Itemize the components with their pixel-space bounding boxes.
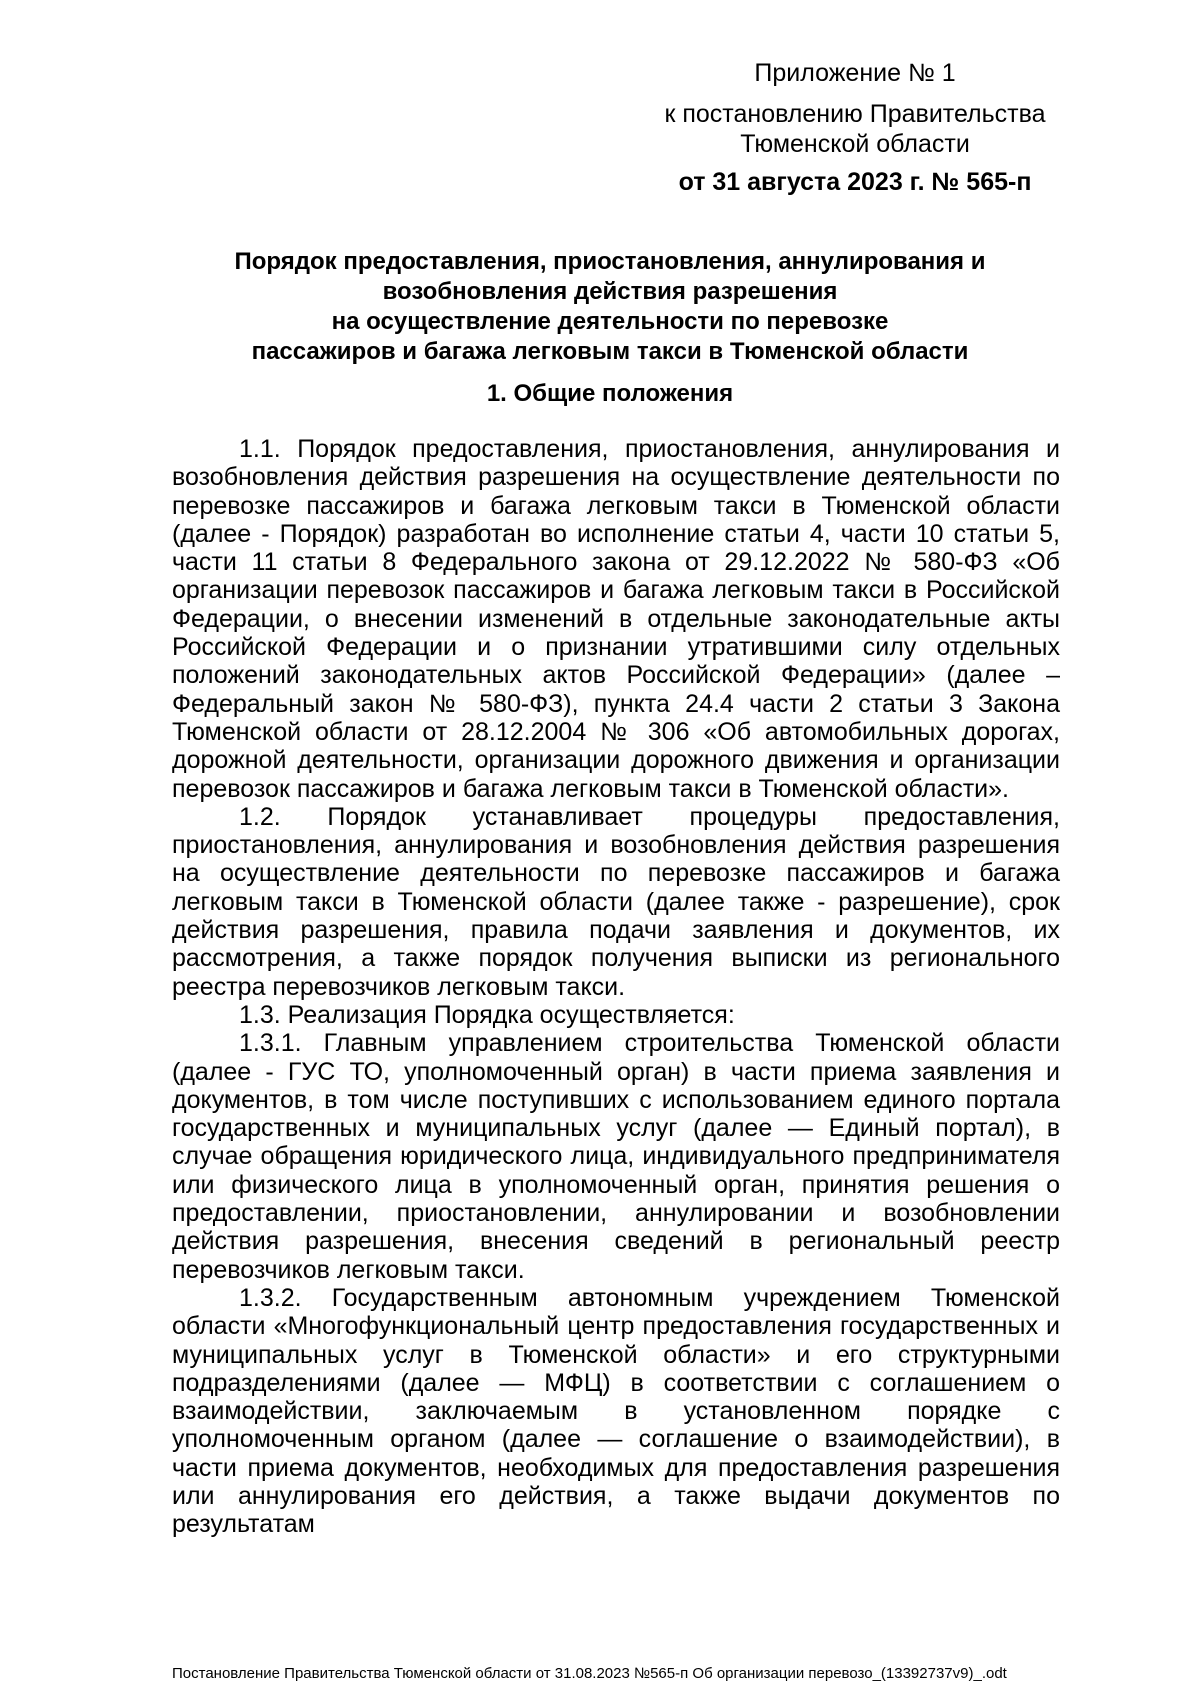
- title-line: возобновления действия разрешения: [382, 278, 838, 305]
- appendix-number: Приложение № 1: [754, 59, 956, 87]
- document-body: [172, 435, 1060, 1539]
- paragraph-1-3-1: 1.3.1. Главным управлением строительства Тюменской области (далее - ГУС ТО, уполномоченный орган) в части приема заявления и документов, в том числе поступивших с использованием единого портала государственных и муниципальных услуг (далее — Единый портал), в случае обращения юридического лица, индивидуального предпринимателя или физического лица в уполномоченный орган, принятия решения о предоставлении, приостановлении, аннулировании и возобновлении действия разрешения, внесения сведений в региональный реестр перевозчиков легковым такси.: [172, 1029, 1060, 1284]
- title-line: на осуществление деятельности по перевозке: [331, 308, 889, 335]
- section-heading: 1. Общие положения: [486, 380, 734, 407]
- appendix-header: [600, 58, 1110, 197]
- paragraph-1-3-2: 1.3.2. Государственным автономным учреждением Тюменской области «Многофункциональный центр предоставления государственных и муниципальных услуг в Тюменской области» и его структурными подразделениями (далее — МФЦ) в соответствии с соглашением о взаимодействии, заключаемым в установленном порядке с уполномоченным органом (далее — соглашение о взаимодействии), в части приема документов, необходимых для предоставления разрешения или аннулирования его действия, а также выдачи документов по результатам: [172, 1283, 1060, 1539]
- paragraph-1-3: 1.3. Реализация Порядка осуществляется:: [239, 1000, 735, 1029]
- page-footer: Постановление Правительства Тюменской области от 31.08.2023 №565-п Об организации перевозо_(13392737v9)_.odt: [172, 1665, 1007, 1682]
- paragraph-1-2: 1.2. Порядок устанавливает процедуры предоставления, приостановления, аннулирования и возобновления действия разрешения на осуществление деятельности по перевозке пассажиров и багажа легковым такси в Тюменской области (далее также - разрешение), срок действия разрешения, правила подачи заявления и документов, их рассмотрения, а также порядок получения выписки из регионального реестра перевозчиков легковым такси.: [172, 802, 1060, 1001]
- resolution-date-number: от 31 августа 2023 г. № 565-п: [678, 168, 1032, 196]
- title-line: пассажиров и багажа легковым такси в Тюменской области: [251, 338, 969, 365]
- region-name: Тюменской области: [740, 130, 970, 158]
- resolution-reference: к постановлению Правительства: [664, 100, 1046, 128]
- title-line: Порядок предоставления, приостановления, аннулирования и: [234, 248, 986, 275]
- document-title: [160, 247, 1060, 367]
- paragraph-1-1: 1.1. Порядок предоставления, приостановления, аннулирования и возобновления действия разрешения на осуществление деятельности по перевозке пассажиров и багажа легковым такси в Тюменской области (далее - Порядок) разработан во исполнение статьи 4, части 10 статьи 5, части 11 статьи 8 Федерального закона от 29.12.2022 № 580-ФЗ «Об организации перевозок пассажиров и багажа легковым такси в Российской Федерации, о внесении изменений в отдельные законодательные акты Российской Федерации и о признании утратившими силу отдельных положений законодательных актов Российской Федерации» (далее – Федеральный закон № 580-ФЗ), пункта 24.4 части 2 статьи 3 Закона Тюменской области от 28.12.2004 № 306 «Об автомобильных дорогах, дорожной деятельности, организации дорожного движения и организации перевозок пассажиров и багажа легковым такси в Тюменской области».: [172, 435, 1060, 803]
